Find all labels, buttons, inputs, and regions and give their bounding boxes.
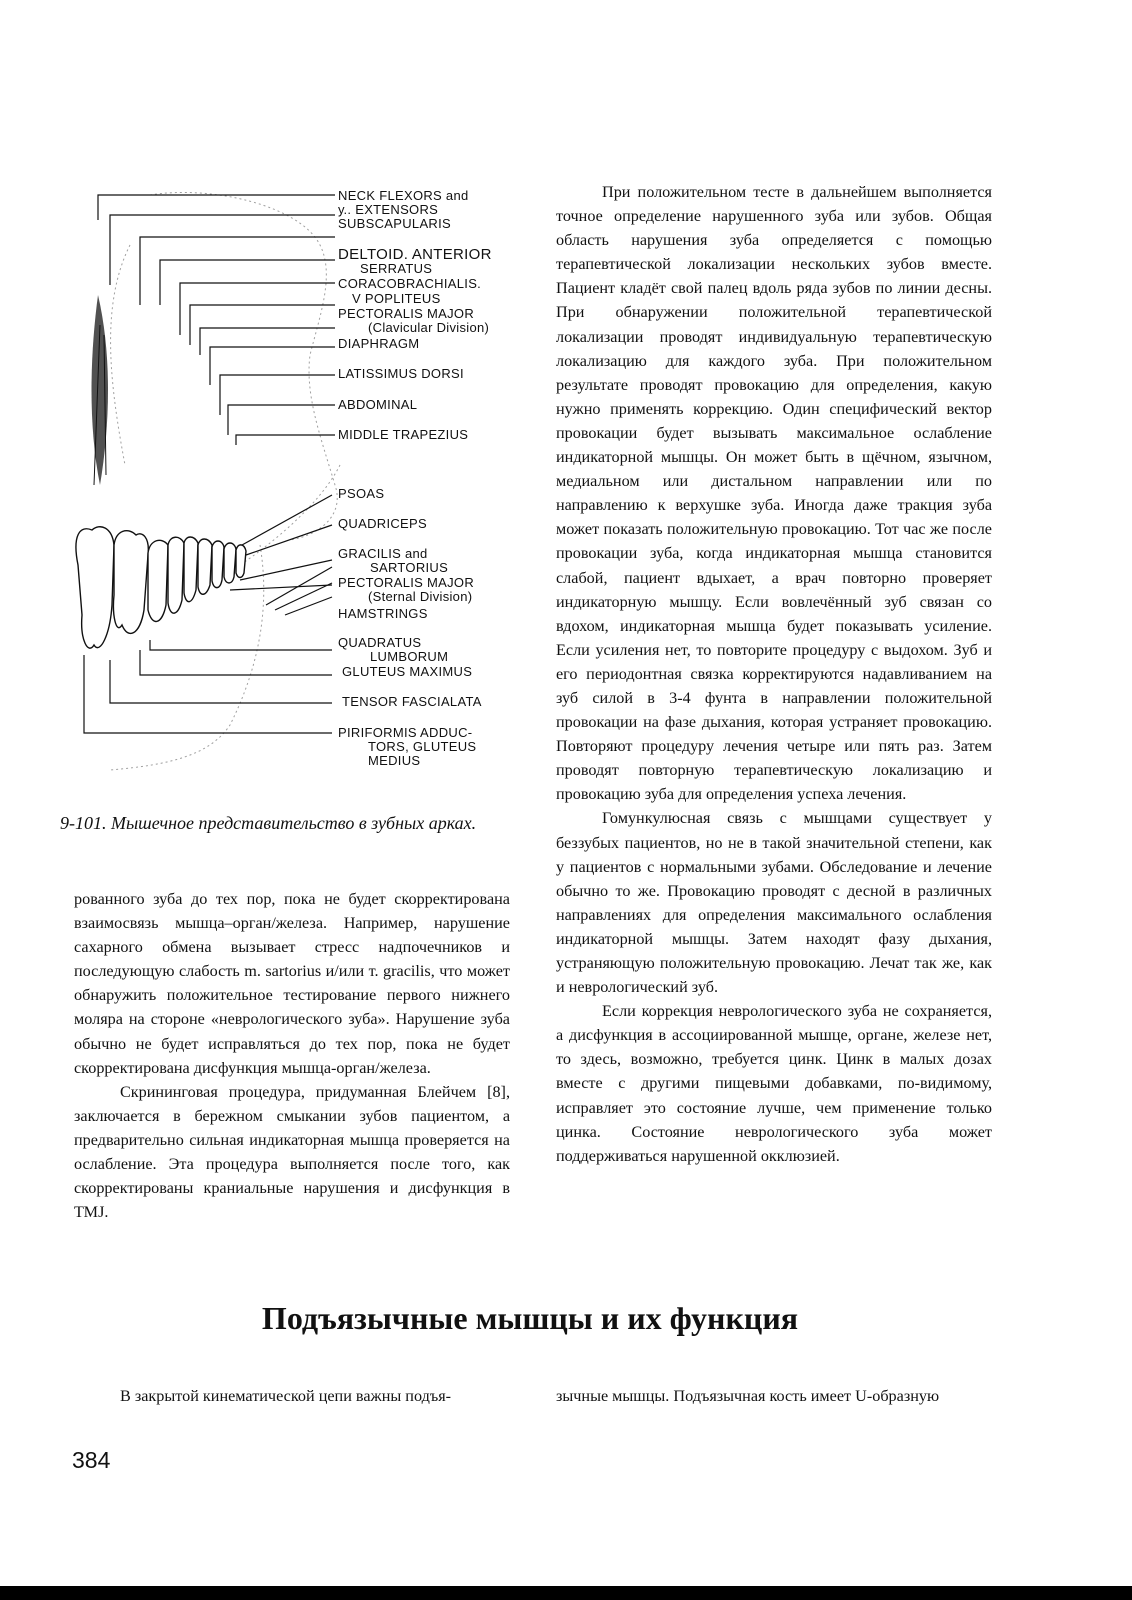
label-latissimus-dorsi: LATISSIMUS DORSI — [338, 366, 464, 381]
label-tensor-fascia-lata: TENSOR FASCIALATA — [342, 694, 482, 709]
label-sternal-division: (Sternal Division) — [368, 589, 473, 604]
bottom-right-text: зычные мышцы. Подъязычная кость имеет U-образную — [556, 1387, 940, 1405]
label-quadratus: QUADRATUS — [338, 635, 422, 650]
label-medius: MEDIUS — [368, 753, 421, 768]
figure-drawing — [70, 185, 530, 785]
paragraph: Скрининговая процедура, придуманная Блейчем [8], заключается в бережном смыкании зубов пациентом, а предварительно сильная индикаторная мышца проверяется на ослабление. Эта процедура выполняется после того, как скорректированы краниальные нарушения и дисфункция в ТМJ. — [74, 1082, 510, 1222]
label-serratus: SERRATUS — [360, 261, 433, 276]
label-clavicular-division: (Clavicular Division) — [368, 320, 490, 335]
figure-caption: 9-101. Мышечное представительство в зубных арках. — [60, 813, 477, 833]
label-abdominal: ABDOMINAL — [338, 397, 418, 412]
paragraph: рованного зуба до тех пор, пока не будет скорректирована взаимосвязь мышца–орган/железа. Например, нарушение сахарного обмена вызывает стресс надпочечников и последующую слабость m. sartorius и/или т. gracilis, что может обнаружить положительное тестирование первого нижнего моляра на стороне «неврологического зуба». Нарушение зуба обычно не будет исправляться до тех пор, пока не будет скорректирована дисфункция мышца-орган/железа. — [74, 890, 510, 1077]
label-coracobrachialis: CORACOBRACHIALIS. — [338, 276, 482, 291]
scan-edge-bar — [0, 1586, 1132, 1600]
label-pectoralis-major-clavicular: PECTORALIS MAJOR — [338, 306, 475, 321]
label-psoas: PSOAS — [338, 486, 385, 501]
label-extensors: у.. EXTENSORS — [338, 202, 439, 217]
section-title: Подъязычные мышцы и их функция — [261, 1300, 799, 1336]
label-deltoid-anterior: DELTOID. ANTERIOR — [338, 246, 492, 263]
label-quadriceps: QUADRICEPS — [338, 516, 427, 531]
label-neck-flexors: NECK FLEXORS and — [338, 188, 469, 203]
label-piriformis: PIRIFORMIS ADDUC- — [338, 725, 473, 740]
teeth-arch — [76, 527, 246, 648]
right-column — [556, 180, 992, 1168]
leader-lines — [84, 195, 335, 733]
label-subscapularis: SUBSCAPULARIS — [338, 216, 451, 231]
label-sartorius: SARTORIUS — [370, 560, 449, 575]
muscle-teeth-figure — [70, 185, 530, 785]
page-number: 384 — [72, 1447, 111, 1473]
left-column — [74, 887, 510, 1224]
bottom-left-text: В закрытой кинематической цепи важны подъя- — [120, 1387, 452, 1405]
label-middle-trapezius: MIDDLE TRAPEZIUS — [338, 427, 469, 442]
label-hamstrings: HAMSTRINGS — [338, 606, 428, 621]
figure-labels — [338, 188, 492, 768]
label-popliteus: V POPLITEUS — [352, 291, 441, 306]
label-lumborum: LUMBORUM — [370, 649, 449, 664]
paragraph: Если коррекция неврологического зуба не сохраняется, а дисфункция в ассоциированной мышце, органе, железе нет, то здесь, возможно, требуется цинк. Цинк в малых дозах вместе с другими пищевыми добавками, по-видимому, исправляет это состояние лучше, чем применение только цинка. Состояние неврологического зуба может поддерживаться нарушенной окклюзией. — [556, 1002, 992, 1165]
label-tors-gluteus: TORS, GLUTEUS — [368, 739, 477, 754]
paragraph: При положительном тесте в дальнейшем выполняется точное определение нарушенного зуба или зубов. Общая область нарушения зуба определяется с помощью терапевтической локализации нескольких зубов вместе. Пациент кладёт свой палец вдоль ряда зубов по линии десны. При обнаружении положительной терапевтической локализации проводят индивидуальную терапевтическую локализацию для каждого зуба. При положительном результате проводят провокацию для определения, какую нужно применять коррекцию. Один специфический вектор провокации будет вызывать максимальное ослабление индикаторной мышцы. Он может быть в щёчном, язычном, медиальном или дистальном направлении или по направлению к верхушке зуба. Иногда даже тракция зуба может показать положительную провокацию. Тот час же после провокации зуба, когда индикаторная мышца становится слабой, пациент вдыхает, а врач повторно проверяет индикаторную мышцу. Если вовлечённый зуб связан со вдохом, индикаторная мышца будет показывать усиление. Если усиления нет, то повторите процедуру с выдохом. Зуб и его периодонтная связка корректируются надавливанием на зуб силой в 3-4 фунта в направлении положительной провокации на фазе дыхания, которая устраняет провокацию. Повторяют процедуру лечения четыре или пять раз. Затем проводят повторную терапевтическую локализацию и провокацию зуба для определения успеха лечения. — [556, 183, 992, 804]
label-gracilis: GRACILIS and — [338, 546, 428, 561]
paragraph: Гомункулюсная связь с мышцами существует у беззубых пациентов, но не в такой значительной степени, как у пациентов с нормальными зубами. Обследование и лечение обычно то же. Провокацию проводят с десной в различных направлениях для определения максимального ослабления индикаторной мышцы. Затем находят фазу дыхания, устраняющую положительную провокацию. Лечат так же, как и неврологический зуб. — [556, 809, 992, 997]
label-pectoralis-major-sternal: PECTORALIS MAJOR — [338, 575, 475, 590]
label-diaphragm: DIAPHRAGM — [338, 336, 420, 351]
label-gluteus-maximus: GLUTEUS MAXIMUS — [342, 664, 473, 679]
